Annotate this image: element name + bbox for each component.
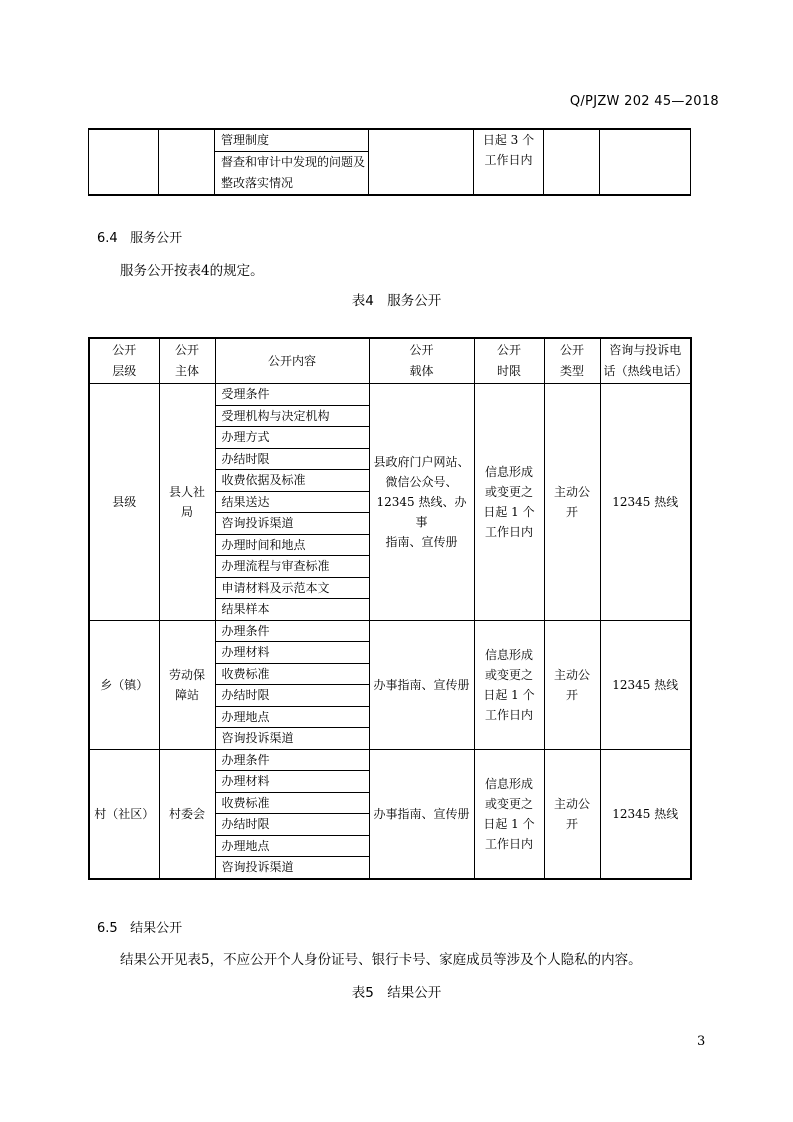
content-item: 收费标准 bbox=[215, 663, 369, 685]
page-number: 3 bbox=[697, 1034, 706, 1049]
period-cell: 信息形成 或变更之 日起 1 个 工作日内 bbox=[474, 749, 544, 879]
period-cell: 信息形成 或变更之 日起 1 个 工作日内 bbox=[474, 384, 544, 621]
content-item: 申请材料及示范本文 bbox=[215, 577, 369, 599]
content-item: 办理地点 bbox=[215, 706, 369, 728]
carrier-cell: 办事指南、宣传册 bbox=[369, 620, 474, 749]
content-item: 收费标准 bbox=[215, 792, 369, 814]
content-item: 咨询投诉渠道 bbox=[215, 857, 369, 879]
header-type: 公开 类型 bbox=[544, 338, 600, 384]
level-cell: 乡（镇） bbox=[89, 620, 159, 749]
content-item: 办理方式 bbox=[215, 427, 369, 449]
content-item: 结果样本 bbox=[215, 599, 369, 621]
type-cell: 主动公 开 bbox=[544, 384, 600, 621]
hotline-cell: 12345 热线 bbox=[600, 384, 691, 621]
content-item: 办理材料 bbox=[215, 642, 369, 664]
content-item: 咨询投诉渠道 bbox=[215, 513, 369, 535]
table-row bbox=[89, 384, 691, 406]
subject-cell: 村委会 bbox=[159, 749, 215, 879]
subject-cell: 劳动保 障站 bbox=[159, 620, 215, 749]
type-cell: 主动公 开 bbox=[544, 749, 600, 879]
header-hotline: 咨询与投诉电 话（热线电话） bbox=[600, 338, 691, 384]
table-4-caption: 表4 服务公开 bbox=[351, 293, 442, 309]
cont-subject-cell bbox=[159, 129, 215, 195]
standard-number: Q/PJZW 202 45—2018 bbox=[569, 94, 719, 109]
cont-content-item: 管理制度 bbox=[215, 129, 369, 151]
level-cell: 县级 bbox=[89, 384, 159, 621]
level-cell: 村（社区） bbox=[89, 749, 159, 879]
type-cell: 主动公 开 bbox=[544, 620, 600, 749]
section-6-5-heading: 6.5 结果公开 bbox=[97, 921, 183, 936]
content-item: 收费依据及标准 bbox=[215, 470, 369, 492]
content-item: 受理机构与决定机构 bbox=[215, 405, 369, 427]
header-content: 公开内容 bbox=[215, 338, 369, 384]
header-level: 公开 层级 bbox=[89, 338, 159, 384]
content-item: 咨询投诉渠道 bbox=[215, 728, 369, 750]
header-subject: 公开 主体 bbox=[159, 338, 215, 384]
content-item: 办结时限 bbox=[215, 814, 369, 836]
content-item: 办理地点 bbox=[215, 835, 369, 857]
section-6-5-paragraph: 结果公开见表5，不应公开个人身份证号、银行卡号、家庭成员等涉及个人隐私的内容。 bbox=[120, 952, 642, 968]
content-item: 办理时间和地点 bbox=[215, 534, 369, 556]
subject-cell: 县人社 局 bbox=[159, 384, 215, 621]
table-row bbox=[89, 749, 691, 771]
section-6-4-heading: 6.4 服务公开 bbox=[97, 231, 183, 246]
table-row bbox=[89, 620, 691, 642]
period-cell: 信息形成 或变更之 日起 1 个 工作日内 bbox=[474, 620, 544, 749]
content-item: 办理流程与审查标准 bbox=[215, 556, 369, 578]
table-5-caption: 表5 结果公开 bbox=[351, 985, 442, 1001]
content-item: 办理材料 bbox=[215, 771, 369, 793]
cont-period-cell: 日起 3 个 工作日内 bbox=[474, 129, 544, 195]
carrier-cell: 办事指南、宣传册 bbox=[369, 749, 474, 879]
table-header-row bbox=[89, 338, 691, 384]
header-carrier: 公开 载体 bbox=[369, 338, 474, 384]
content-item: 受理条件 bbox=[215, 384, 369, 406]
content-item: 结果送达 bbox=[215, 491, 369, 513]
continued-table bbox=[88, 128, 691, 196]
cont-carrier-cell bbox=[369, 129, 474, 195]
cont-content-item: 督查和审计中发现的问题及整改落实情况 bbox=[215, 151, 369, 195]
carrier-cell: 县政府门户网站、 微信公众号、 12345 热线、办事 指南、宣传册 bbox=[369, 384, 474, 621]
cont-hotline-cell bbox=[600, 129, 691, 195]
hotline-cell: 12345 热线 bbox=[600, 620, 691, 749]
section-6-4-paragraph: 服务公开按表4的规定。 bbox=[120, 263, 264, 279]
content-item: 办理条件 bbox=[215, 749, 369, 771]
service-disclosure-table bbox=[88, 337, 692, 880]
cont-type-cell bbox=[544, 129, 600, 195]
header-period: 公开 时限 bbox=[474, 338, 544, 384]
hotline-cell: 12345 热线 bbox=[600, 749, 691, 879]
content-item: 办理条件 bbox=[215, 620, 369, 642]
content-item: 办结时限 bbox=[215, 448, 369, 470]
cont-level-cell bbox=[89, 129, 159, 195]
content-item: 办结时限 bbox=[215, 685, 369, 707]
